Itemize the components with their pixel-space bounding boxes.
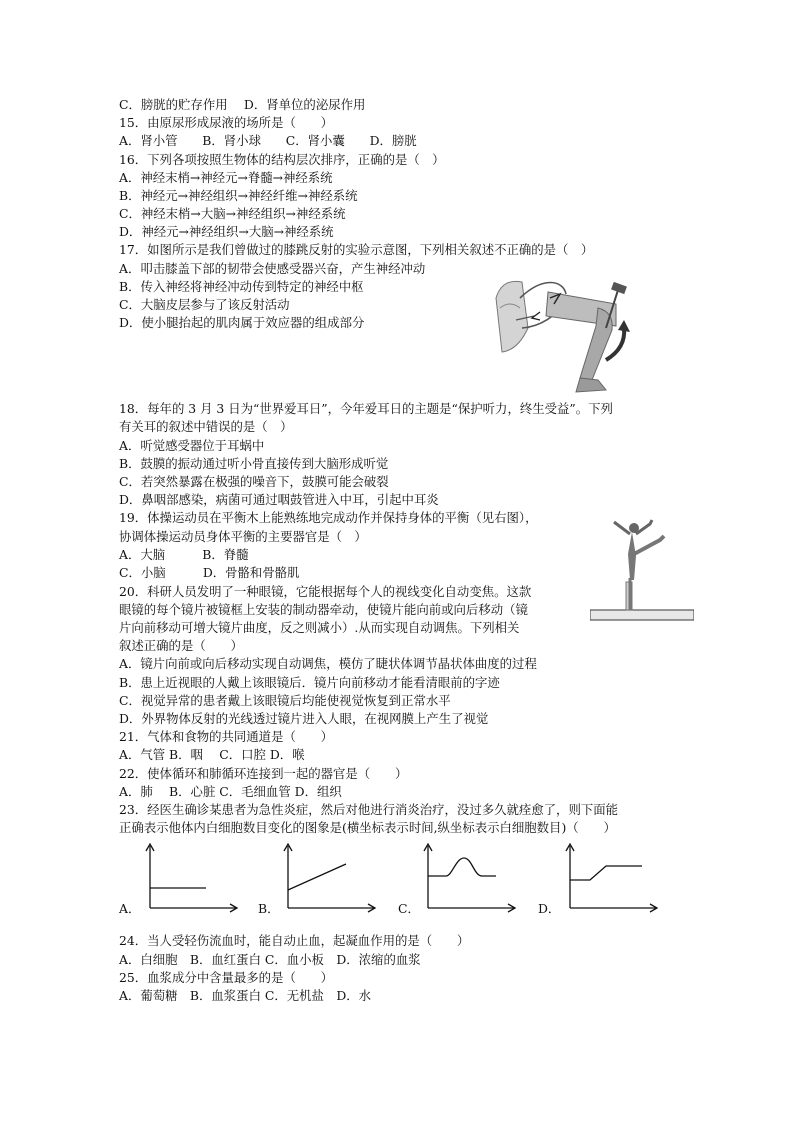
q16-stem: 16．下列各项按照生物体的结构层次排序，正确的是（ ） (119, 152, 445, 167)
q17-option-b: B．传入神经将神经冲动传到特定的神经中枢 (119, 279, 364, 294)
q17-option-d: D．使小腿抬起的肌肉属于效应器的组成部分 (119, 315, 365, 330)
q20-option-d: D．外界物体反射的光线透过镜片进入人眼，在视网膜上产生了视觉 (119, 711, 489, 726)
q20-stem-line4: 叙述正确的是（ ） (119, 638, 243, 653)
q16-option-d: D．神经元→神经组织→大脑→神经系统 (119, 224, 334, 239)
knee-reflex-figure (488, 268, 638, 400)
q19-options-row1: A．大脑 B．脊髓 (119, 547, 249, 562)
q18-option-b: B．鼓膜的振动通过听小骨直接传到大脑形成听觉 (119, 456, 389, 471)
q14-option-line: C．膀胱的贮存作用 D．肾单位的泌尿作用 (119, 97, 366, 112)
graph-c (420, 842, 518, 914)
graph-b (280, 842, 378, 914)
q16-option-a: A．神经末梢→神经元→脊髓→神经系统 (119, 170, 333, 185)
q20-stem-line1: 20．科研人员发明了一种眼镜，它能根据每个人的视线变化自动变焦。这款 (119, 584, 532, 599)
q20-option-c: C．视觉异常的患者戴上该眼镜后均能使视觉恢复到正常水平 (119, 693, 451, 708)
q24-stem: 24．当人受轻伤流血时，能自动止血，起凝血作用的是（ ） (119, 933, 470, 948)
q18-stem-line2: 有关耳的叙述中错误的是（ ） (119, 419, 293, 434)
q20-option-b: B．患上近视眼的人戴上该眼镜后．镜片向前移动才能看清眼前的字迹 (119, 675, 500, 690)
q22-options: A．肺 B．心脏 C．毛细血管 D．组织 (119, 784, 342, 799)
q18-option-c: C．若突然暴露在极强的噪音下，鼓膜可能会破裂 (119, 474, 389, 489)
q19-stem-line1: 19．体操运动员在平衡木上能熟练地完成动作并保持身体的平衡（见右图）， (119, 510, 538, 525)
q25-options: A．葡萄糖 B．血浆蛋白 C．无机盐 D．水 (119, 988, 372, 1003)
q19-stem-line2: 协调体操运动员身体平衡的主要器官是（ ） (119, 529, 367, 544)
q20-stem-line2: 眼镜的每个镜片被镜框上安装的制动器牵动，使镜片能向前或向后移动（镜 (119, 602, 528, 617)
q23-stem-line1: 23．经医生确诊某患者为急性炎症，然后对他进行消炎治疗，没过多久就痊愈了，则下面能 (119, 802, 619, 817)
graph-label-d: D． (538, 901, 561, 916)
graph-label-c: C． (398, 901, 420, 916)
q22-stem: 22．使体循环和肺循环连接到一起的器官是（ ） (119, 766, 408, 781)
q21-options: A．气管 B．咽 C．口腔 D．喉 (119, 747, 305, 762)
q21-stem: 21．气体和食物的共同通道是（ ） (119, 729, 334, 744)
graph-label-a: A． (119, 901, 141, 916)
q23-stem-line2: 正确表示他体内白细胞数目变化的图象是(横坐标表示时间,纵坐标表示白细胞数目)（ ） (119, 820, 616, 835)
q17-option-a: A．叩击膝盖下部的韧带会使感受器兴奋，产生神经冲动 (119, 261, 426, 276)
q18-option-d: D．鼻咽部感染，病菌可通过咽鼓管进入中耳，引起中耳炎 (119, 492, 439, 507)
gymnast-figure (590, 514, 694, 624)
q16-option-c: C．神经末梢→大脑→神经组织→神经系统 (119, 206, 346, 221)
graph-d (562, 842, 660, 914)
q20-stem-line3: 片向前移动可增大镜片曲度，反之则减小）.从而实现自动调焦。下列相关 (119, 620, 520, 635)
q18-option-a: A．听觉感受器位于耳蜗中 (119, 438, 265, 453)
q25-stem: 25．血浆成分中含量最多的是（ ） (119, 970, 334, 985)
q19-options-row2: C．小脑 D．骨骼和骨骼肌 (119, 565, 300, 580)
q15-stem: 15．由原尿形成尿液的场所是（ ） (119, 115, 334, 130)
q17-stem: 17．如图所示是我们曾做过的膝跳反射的实验示意图，下列相关叙述不正确的是（ ） (119, 242, 594, 257)
graph-label-b: B． (258, 901, 280, 916)
q18-stem-line1: 18．每年的 3 月 3 日为“世界爱耳日”，今年爱耳日的主题是“保护听力，终生受益”。下列 (119, 401, 613, 416)
graph-a (142, 842, 240, 914)
q16-option-b: B．神经元→神经组织→神经纤维→神经系统 (119, 188, 358, 203)
q15-options: A．肾小管 B．肾小球 C．肾小囊 D．膀胱 (119, 133, 417, 148)
q24-options: A．白细胞 B．血红蛋白 C．血小板 D．浓缩的血浆 (119, 952, 421, 967)
q17-option-c: C．大脑皮层参与了该反射活动 (119, 297, 290, 312)
q20-option-a: A．镜片向前或向后移动实现自动调焦，模仿了睫状体调节晶状体曲度的过程 (119, 656, 537, 671)
